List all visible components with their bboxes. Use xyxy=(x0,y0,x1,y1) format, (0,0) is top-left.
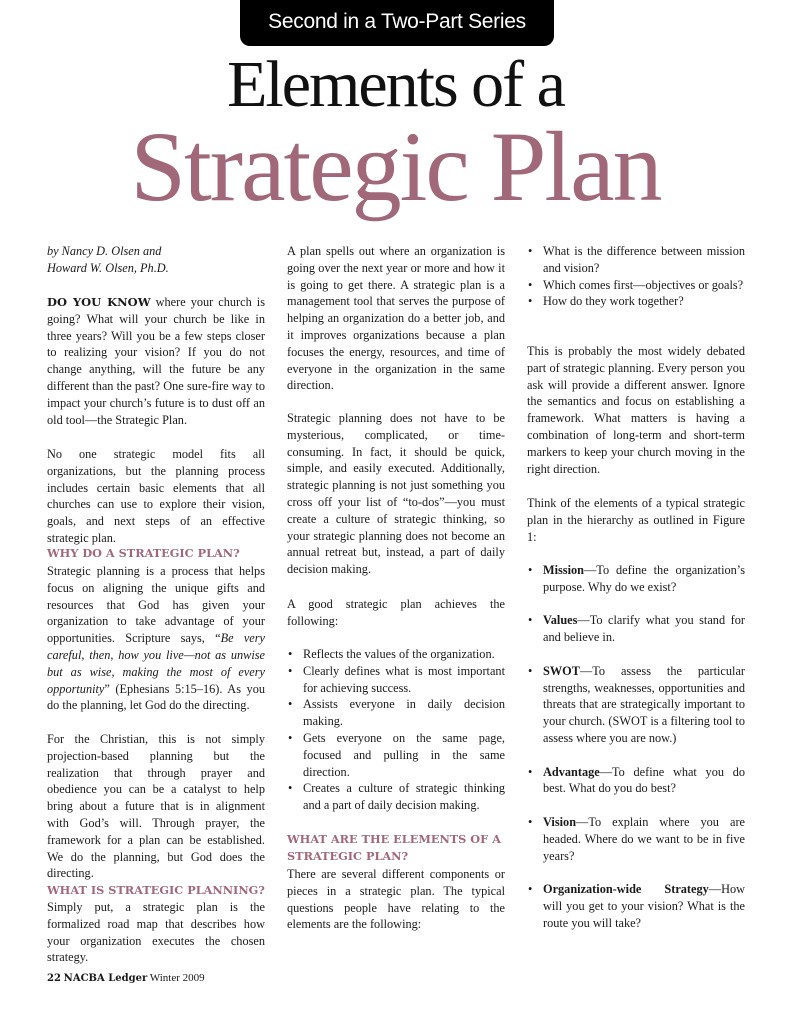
element-term: Mission xyxy=(543,563,584,577)
paragraph-text: Strategic planning is a process that helps focus on aligning the unique gifts and resources that God has given your organization to take advantage of your opportunities. Scripture says, “ xyxy=(47,564,265,646)
paragraph-text: where your church is going? What will your church be like in three years? Will you be a few steps closer to realizing your vision? If you do not change anything, will the future be any different than the past? One sure-fire way to impact your church’s future is to dust off an old tool—the Strategic Plan. xyxy=(47,295,265,427)
element-values xyxy=(527,612,745,646)
achievements-list xyxy=(287,646,505,814)
section-heading: WHAT IS STRATEGIC PLANNING? xyxy=(47,883,265,897)
element-term: Vision xyxy=(543,814,577,829)
elements-list xyxy=(527,562,745,948)
element-desc: —To clarify what you stand for and believe in. xyxy=(543,613,745,645)
series-banner: Second in a Two-Part Series xyxy=(240,0,554,46)
paragraph: A plan spells out where an organization is going over the next year or more and how it is going to get there. A strategic plan is a management tool that serves the purpose of helping an organization do a better job, and it improves organizations because a plan focuses the energy, resources, and time of everyone in the organization in the same direction. xyxy=(287,244,505,393)
paragraph: Simply put, a strategic plan is the formalized road map that describes how your organization executes the chosen strategy. xyxy=(47,900,265,965)
page-footer xyxy=(47,972,205,984)
element-term: Organization-wide Strategy xyxy=(543,882,709,897)
issue-date: Winter 2009 xyxy=(149,972,205,984)
element-desc: —To define the organization’s purpose. Why do we exist? xyxy=(543,563,745,594)
paragraph: There are several different components or pieces in a strategic plan. The typical questions people have relating to the elements are the following: xyxy=(287,867,505,932)
section-heading: WHAT ARE THE ELEMENTS OF A STRATEGIC PLAN? xyxy=(287,832,501,863)
section-heading: WHY DO A STRATEGIC PLAN? xyxy=(47,546,240,560)
paragraph xyxy=(47,563,265,714)
list-item: • Clearly defines what is most important for achieving success. xyxy=(287,663,505,697)
scripture-quote: Be very careful, then, how you live—not as unwise but as wise, making the most of every opportunity xyxy=(47,631,265,696)
paragraph: This is probably the most widely debated part of strategic planning. Every person you ask will provide a different answer. Ignore the semantics and focus on establishing a framework. What matters is having a combination of long-term and short-term markers to keep your church moving in the right direction. xyxy=(527,344,745,476)
element-term: Values xyxy=(543,613,578,628)
page-number: 22 xyxy=(47,973,61,984)
byline-line: Howard W. Olsen, Ph.D. xyxy=(47,260,169,275)
element-term: Advantage xyxy=(543,764,600,779)
element-desc: —To assess the particular strengths, weaknesses, opportunities and threats that are strategically important to your church. (SWOT is a filtering tool to assess where you are now.) xyxy=(543,663,745,745)
list-item: • What is the difference between mission and vision? xyxy=(527,243,745,277)
element-desc: —To define what you do best. What do you do best? xyxy=(543,764,745,796)
list-item: • Reflects the values of the organization. xyxy=(287,646,505,663)
element-advantage xyxy=(527,764,745,798)
element-desc: —How will you get to your vision? What is the route you will take? xyxy=(543,882,745,930)
byline-line: by Nancy D. Olsen and xyxy=(47,244,162,258)
paragraph: No one strategic model fits all organizations, but the planning process includes certain basic elements that all churches can use to explore their vision, goals, and next steps of an effective strategic plan. xyxy=(47,447,265,545)
paragraph-text: ” (Ephesians 5:15–16). As you do the planning, let God do the directing. xyxy=(47,681,265,713)
byline xyxy=(47,243,265,277)
intro-paragraph xyxy=(47,294,265,428)
lead-in: DO YOU KNOW xyxy=(47,295,151,309)
list-item: • Assists everyone in daily decision making. xyxy=(287,696,505,730)
questions-list xyxy=(527,243,745,310)
element-term: SWOT xyxy=(543,663,580,678)
publication-name: NACBA Ledger xyxy=(63,973,148,984)
element-strategy xyxy=(527,881,745,931)
paragraph: Strategic planning does not have to be mysterious, complicated, or time-consuming. In fact, it should be quick, simple, and easily executed. Additionally, strategic planning is not just something you cross off your list of “to-dos”—you must create a culture of strategic thinking, so your strategic planning does not become an annual retreat but, instead, a part of daily decision making. xyxy=(287,411,505,577)
element-desc: —To explain where you are headed. Where do we want to be in five years? xyxy=(543,814,745,863)
list-item: • Creates a culture of strategic thinking and a part of daily decision making. xyxy=(287,780,505,814)
element-swot xyxy=(527,663,745,747)
title-line-2: Strategic Plan xyxy=(130,111,661,222)
element-vision xyxy=(527,814,745,864)
element-mission xyxy=(527,562,745,596)
list-item: • How do they work together? xyxy=(527,293,745,310)
paragraph: A good strategic plan achieves the following: xyxy=(287,597,505,628)
paragraph: Think of the elements of a typical strategic plan in the hierarchy as outlined in Figure 1: xyxy=(527,496,745,544)
title-line-1: Elements of a xyxy=(227,48,564,121)
list-item: • Gets everyone on the same page, focused and pulling in the same direction. xyxy=(287,730,505,780)
paragraph: For the Christian, this is not simply projection-based planning but the realization that through prayer and obedience you can be a catalyst to help bring about a future that is in alignment with God’s will. Through prayer, the framework for a plan can be established. We do the planning, but God does the directing. xyxy=(47,732,265,881)
list-item: • Which comes first—objectives or goals? xyxy=(527,277,745,294)
